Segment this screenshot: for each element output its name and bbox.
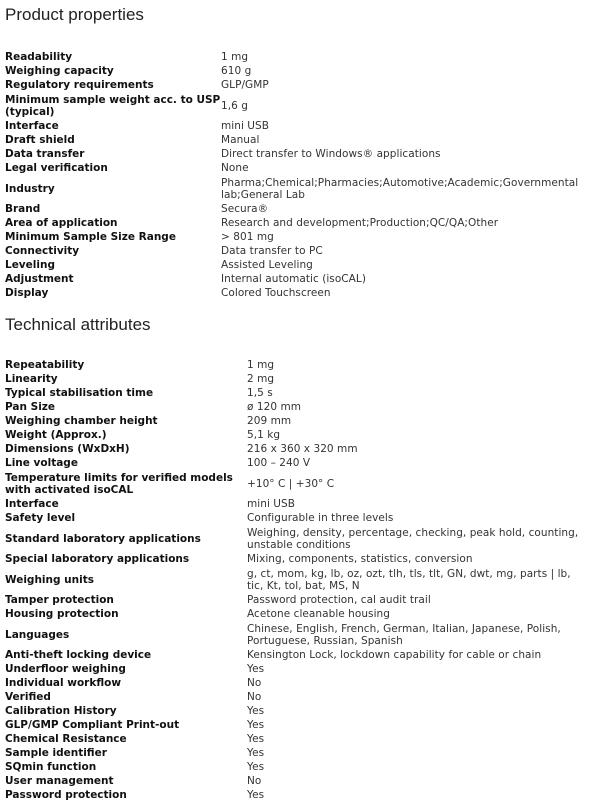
property-value: Manual	[221, 134, 260, 147]
table-row	[5, 120, 590, 134]
table-row	[5, 245, 590, 259]
property-value: Yes	[247, 663, 265, 676]
property-label: Password protection	[5, 789, 127, 802]
property-label: Minimum Sample Size Range	[5, 231, 176, 244]
property-label: Area of application	[5, 217, 118, 230]
property-label: Weight (Approx.)	[5, 429, 107, 442]
table-row	[5, 203, 590, 217]
property-value: 2 mg	[247, 373, 275, 386]
table-row	[5, 51, 590, 65]
table-row	[5, 79, 590, 93]
property-label: Draft shield	[5, 134, 75, 147]
property-label: Dimensions (WxDxH)	[5, 443, 130, 456]
property-value: Colored Touchscreen	[221, 287, 331, 300]
table-row	[5, 471, 590, 498]
table-row	[5, 512, 590, 526]
property-label: Minimum sample weight acc. to USP (typical)	[5, 94, 221, 118]
property-label: Repeatability	[5, 359, 85, 372]
property-label: Special laboratory applications	[5, 553, 190, 566]
property-label: SQmin function	[5, 761, 97, 774]
property-value: 216 x 360 x 320 mm	[247, 443, 358, 456]
table-row	[5, 259, 590, 273]
property-value: Data transfer to PC	[221, 245, 323, 258]
product-properties-table	[5, 51, 590, 301]
table-row	[5, 567, 590, 594]
property-value: Assisted Leveling	[221, 259, 313, 272]
property-value: +10° C | +30° C	[247, 477, 335, 490]
property-value: ø 120 mm	[247, 401, 301, 414]
table-row	[5, 594, 590, 608]
property-label: Leveling	[5, 259, 55, 272]
table-row	[5, 429, 590, 443]
property-label: Languages	[5, 628, 70, 641]
property-label: Safety level	[5, 512, 76, 525]
property-label: Sample identifier	[5, 747, 107, 760]
property-label: Regulatory requirements	[5, 79, 154, 92]
property-value: Yes	[247, 747, 265, 760]
property-value: Yes	[247, 719, 265, 732]
table-row	[5, 217, 590, 231]
table-row	[5, 231, 590, 245]
table-row	[5, 287, 590, 301]
table-row	[5, 761, 590, 775]
property-value: Password protection, cal audit trail	[247, 594, 431, 607]
table-row	[5, 176, 590, 203]
property-label: Weighing units	[5, 573, 94, 586]
property-value: Acetone cleanable housing	[247, 608, 390, 621]
table-row	[5, 134, 590, 148]
property-value: Direct transfer to Windows® applications	[221, 148, 441, 161]
property-label: Line voltage	[5, 457, 78, 470]
property-label: User management	[5, 775, 114, 788]
property-value: No	[247, 691, 262, 704]
table-row	[5, 622, 590, 649]
property-value: g, ct, mom, kg, lb, oz, ozt, tlh, tls, tlt, GN, dwt, mg, parts | lb, tic, Kt, tol, bat, MS, N	[247, 568, 571, 592]
property-label: Display	[5, 287, 49, 300]
table-row	[5, 526, 590, 553]
table-row	[5, 719, 590, 733]
property-label: Typical stabilisation time	[5, 387, 154, 400]
property-value: GLP/GMP	[221, 79, 269, 92]
table-row	[5, 457, 590, 471]
property-label: Tamper protection	[5, 594, 114, 607]
property-label: Housing protection	[5, 608, 119, 621]
property-label: Calibration History	[5, 705, 117, 718]
property-value: 610 g	[221, 65, 252, 78]
table-row	[5, 359, 590, 373]
table-row	[5, 443, 590, 457]
property-value: 5,1 kg	[247, 429, 281, 442]
property-label: Interface	[5, 498, 59, 511]
property-label: Weighing chamber height	[5, 415, 158, 428]
table-row	[5, 373, 590, 387]
property-label: Anti-theft locking device	[5, 649, 152, 662]
property-label: Connectivity	[5, 245, 80, 258]
property-label: Verified	[5, 691, 51, 704]
table-row	[5, 553, 590, 567]
property-value: Configurable in three levels	[247, 512, 394, 525]
property-value: No	[247, 775, 262, 788]
table-row	[5, 747, 590, 761]
table-row	[5, 677, 590, 691]
property-value: > 801 mg	[221, 231, 274, 244]
property-value: 100 – 240 V	[247, 457, 311, 470]
property-label: Brand	[5, 203, 41, 216]
property-value: 1,6 g	[221, 99, 248, 112]
table-row	[5, 705, 590, 719]
property-value: Chinese, English, French, German, Italian, Japanese, Polish, Portuguese, Russian, Spanish	[247, 623, 561, 647]
table-row	[5, 691, 590, 705]
property-label: GLP/GMP Compliant Print-out	[5, 719, 180, 732]
table-row	[5, 401, 590, 415]
table-row	[5, 733, 590, 747]
table-row	[5, 148, 590, 162]
table-row	[5, 65, 590, 79]
property-label: Adjustment	[5, 273, 74, 286]
section-title-product-properties: Product properties	[5, 5, 144, 24]
property-label: Data transfer	[5, 148, 85, 161]
property-value: No	[247, 677, 262, 690]
section-title-technical-attributes: Technical attributes	[5, 315, 151, 334]
property-label: Chemical Resistance	[5, 733, 127, 746]
property-value: 1 mg	[221, 51, 249, 64]
property-value: None	[221, 162, 249, 175]
property-value: Weighing, density, percentage, checking, peak hold, counting, unstable conditions	[247, 527, 579, 551]
table-row	[5, 387, 590, 401]
property-label: Weighing capacity	[5, 65, 114, 78]
table-row	[5, 162, 590, 176]
technical-attributes-table	[5, 359, 590, 803]
property-label: Temperature limits for verified models with activated isoCAL	[5, 472, 233, 496]
property-value: 209 mm	[247, 415, 292, 428]
property-label: Underfloor weighing	[5, 663, 126, 676]
property-label: Linearity	[5, 373, 58, 386]
table-row	[5, 663, 590, 677]
property-value: Yes	[247, 705, 265, 718]
property-label: Industry	[5, 182, 55, 195]
property-value: Kensington Lock, lockdown capability for cable or chain	[247, 649, 542, 662]
property-value: 1 mg	[247, 359, 275, 372]
table-row	[5, 498, 590, 512]
table-row	[5, 415, 590, 429]
table-row	[5, 649, 590, 663]
property-label: Readability	[5, 51, 73, 64]
table-row	[5, 608, 590, 622]
property-label: Interface	[5, 120, 59, 133]
property-value: Research and development;Production;QC/QA;Other	[221, 217, 499, 230]
property-label: Standard laboratory applications	[5, 532, 201, 545]
property-value: Yes	[247, 733, 265, 746]
property-value: Pharma;Chemical;Pharmacies;Automotive;Academic;Governmental lab;General Lab	[221, 177, 579, 201]
property-value: Yes	[247, 761, 265, 774]
property-value: Yes	[247, 789, 265, 802]
table-row	[5, 93, 590, 120]
property-value: Internal automatic (isoCAL)	[221, 273, 366, 286]
table-row	[5, 789, 590, 803]
property-value: mini USB	[221, 120, 270, 133]
property-value: 1,5 s	[247, 387, 273, 400]
property-label: Individual workflow	[5, 677, 122, 690]
property-value: Secura®	[221, 203, 269, 216]
property-value: mini USB	[247, 498, 296, 511]
property-value: Mixing, components, statistics, conversion	[247, 553, 473, 566]
table-row	[5, 273, 590, 287]
property-label: Pan Size	[5, 401, 56, 414]
property-label: Legal verification	[5, 162, 108, 175]
table-row	[5, 775, 590, 789]
